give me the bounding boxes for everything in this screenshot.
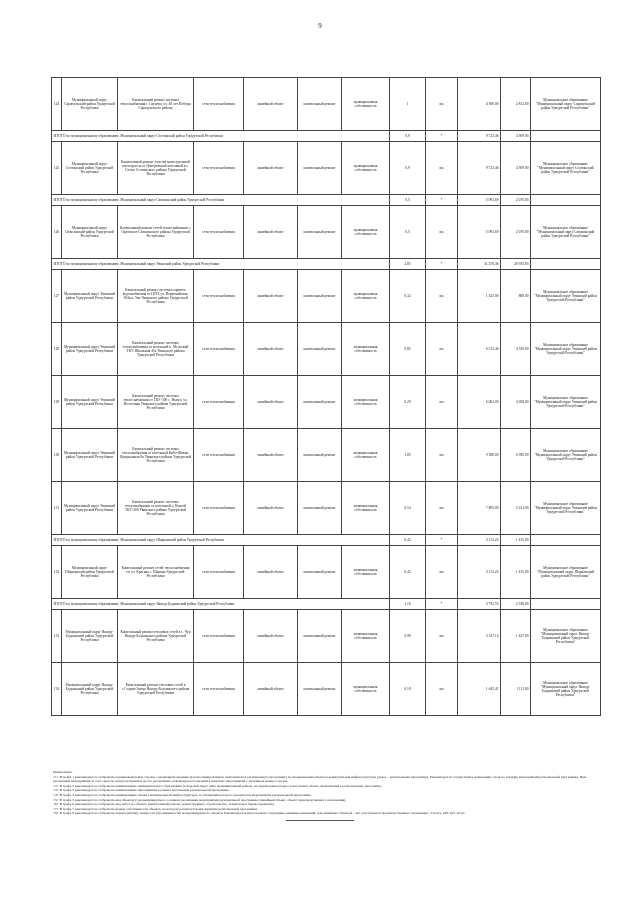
cell-cost: 31 276,46 xyxy=(458,259,501,270)
cell-empty xyxy=(531,599,601,610)
cell-num: 129 xyxy=(52,376,62,429)
cell-work: капитальный ремонт xyxy=(298,663,342,716)
cell-sys: сети теплоснабжения xyxy=(194,270,244,323)
cell-own: муниципальная собственность xyxy=(342,482,390,535)
cell-num: 126 xyxy=(52,206,62,259)
cell-own: муниципальная собственность xyxy=(342,610,390,663)
table-row xyxy=(52,270,601,323)
cell-qty: 0,29 xyxy=(390,376,426,429)
cell-type: линейный объект xyxy=(244,663,298,716)
cell-num: 125 xyxy=(52,142,62,195)
cell-unit: км xyxy=(426,546,458,599)
cell-qty: 0,85 xyxy=(390,323,426,376)
cell-unit: км xyxy=(426,482,458,535)
cell-desc: Капитальный ремонт тепловых сетей в с. Чур Якшур-Бодьинского района Удмуртской Республики xyxy=(118,610,194,663)
table-row xyxy=(52,482,601,535)
table-row xyxy=(52,663,601,716)
table-row xyxy=(52,206,601,259)
cell-type: линейный объект xyxy=(244,429,298,482)
cell-unit: * xyxy=(426,535,458,546)
cell-qty: 0,5 xyxy=(390,206,426,259)
cell-cost2: 20 935,00 xyxy=(501,259,531,270)
cell-desc: Капитальный ремонт участка магистральной теплотрассы от Центральной котельной в с. Селты Селтинского района Удмуртской Республики xyxy=(118,142,194,195)
cell-label: ИТОГО по муниципальному образованию: Муниципальный округ Селтинский район Удмуртской Республики xyxy=(52,131,390,142)
cell-num: 131 xyxy=(52,482,62,535)
cell-desc: Капитальный ремонт сетей теплоснабжения по ул. Красная с. Шаркан Удмуртской Республики xyxy=(118,546,194,599)
cell-work: капитальный ремонт xyxy=(298,482,342,535)
cell-mo: Муниципальный округ Увинский район Удмуртской Республики xyxy=(62,482,118,535)
cell-cost2: 4 058,00 xyxy=(501,376,531,429)
cell-cost2: 1 415,00 xyxy=(501,535,531,546)
notes xyxy=(53,770,599,816)
cell-cost2: 2 070,00 xyxy=(501,206,531,259)
cell-bene: Муниципальное образование "Муниципальный округ Якшур-Бодьинский район Удмуртской Республики" xyxy=(531,663,601,716)
cell-qty: 2,85 xyxy=(390,259,426,270)
table-row xyxy=(52,323,601,376)
cell-mo: Муниципальный округ Якшур-Бодьинский район Удмуртской Республики xyxy=(62,663,118,716)
cell-type: линейный объект xyxy=(244,376,298,429)
cell-cost2: 6 390,00 xyxy=(501,429,531,482)
cell-type: линейный объект xyxy=(244,610,298,663)
cell-label: ИТОГО по муниципальному образованию: Муниципальный округ Увинский район Удмуртской Республики xyxy=(52,259,390,270)
cell-cost: 6 062,00 xyxy=(458,376,501,429)
note-item: <2> В графе 2 рекомендуется отображать наименование муниципального образования (городской округ либо муниципальный район), на территории которого расположен объект, включенный в региональную программу. xyxy=(53,783,382,788)
table-row xyxy=(52,610,601,663)
cell-cost2: 5 221,00 xyxy=(501,482,531,535)
cell-unit: км xyxy=(426,429,458,482)
cell-sys: сети теплоснабжения xyxy=(194,546,244,599)
cell-num: 127 xyxy=(52,270,62,323)
cell-desc: Капитальный ремонт сетей теплоснабжения с. Орловское Сюмсинского района Удмуртской Республики xyxy=(118,206,194,259)
cell-desc: Капитальный ремонт системы горячего водоснабжения от ЦТП, ул. Первомайская, 104а п. Ува Увинского района Удмуртской Республики xyxy=(118,270,194,323)
cell-cost: 7 805,00 xyxy=(458,482,501,535)
program-table xyxy=(51,77,601,716)
cell-bene: Муниципальное образование "Муниципальный округ Шарканский район Удмуртской Республики" xyxy=(531,546,601,599)
separator-line xyxy=(286,820,354,821)
cell-cost: 4 500,00 xyxy=(458,78,501,131)
cell-work: капитальный ремонт xyxy=(298,78,342,131)
cell-type: линейный объект xyxy=(244,78,298,131)
cell-mo: Муниципальный округ Шарканский район Удмуртской Республики xyxy=(62,546,118,599)
page-number: 9 xyxy=(318,22,322,30)
cell-own: муниципальная собственность xyxy=(342,376,390,429)
cell-desc: Капитальный ремонт системы теплоснабжения г. Сигаево, ул. 40 лет Победы Сарапульского района xyxy=(118,78,194,131)
notes-title: Примечание: xyxy=(53,770,73,774)
cell-sys: сети теплоснабжения xyxy=(194,142,244,195)
cell-type: линейный объект xyxy=(244,546,298,599)
note-item: <7> В графе 7 рекомендуется отображать форму собственности объекта, на котором реализуется мероприятие региональной программы. xyxy=(53,806,258,811)
cell-cost2: 2 812,00 xyxy=(501,78,531,131)
cell-unit: * xyxy=(426,599,458,610)
cell-own: муниципальная собственность xyxy=(342,663,390,716)
cell-work: капитальный ремонт xyxy=(298,546,342,599)
cell-bene: Муниципальное образование "Муниципальный округ Якшур-Бодьинский район Удмуртской Республики" xyxy=(531,610,601,663)
cell-work: капитальный ремонт xyxy=(298,206,342,259)
cell-label: ИТОГО по муниципальному образованию: Муниципальный округ Сюмсинский район Удмуртской Республики xyxy=(52,195,390,206)
cell-cost: 9 723,46 xyxy=(458,131,501,142)
table-row xyxy=(52,78,601,131)
cell-num: 134 xyxy=(52,663,62,716)
cell-work: капитальный ремонт xyxy=(298,270,342,323)
cell-unit: км xyxy=(426,206,458,259)
table-row xyxy=(52,546,601,599)
cell-sys: сети теплоснабжения xyxy=(194,376,244,429)
cell-cost2: 1 111,00 xyxy=(501,663,531,716)
cell-mo: Муниципальный округ Селтинский район Удмуртской Республики xyxy=(62,142,118,195)
cell-unit: км xyxy=(426,610,458,663)
cell-type: линейный объект xyxy=(244,206,298,259)
cell-qty: 0,9 xyxy=(390,142,426,195)
cell-cost: 1 325,00 xyxy=(458,270,501,323)
cell-cost2: 888,00 xyxy=(501,270,531,323)
cell-cost: 2 115,24 xyxy=(458,535,501,546)
cell-qty: 0,32 xyxy=(390,270,426,323)
cell-qty: 1,85 xyxy=(390,429,426,482)
cell-mo: Муниципальный округ Увинский район Удмуртской Республики xyxy=(62,323,118,376)
cell-mo: Муниципальный округ Сюмсинский район Удмуртской Республики xyxy=(62,206,118,259)
cell-own: муниципальная собственность xyxy=(342,270,390,323)
cell-type: линейный объект xyxy=(244,270,298,323)
note-item: <5> В графе 5 рекомендуется отображать вид объекта(1) модернизируемого в рамках реализации мероприятия региональной программы (линейный объект, объект производственного назначения). xyxy=(53,797,347,802)
cell-num: 132 xyxy=(52,546,62,599)
cell-num: 124 xyxy=(52,78,62,131)
cell-qty: 0,54 xyxy=(390,482,426,535)
cell-qty: 0,18 xyxy=(390,663,426,716)
table-row xyxy=(52,429,601,482)
cell-mo: Муниципальный округ Увинский район Удмуртской Республики xyxy=(62,270,118,323)
subtotal-row xyxy=(52,535,601,546)
cell-unit: км xyxy=(426,270,458,323)
cell-bene: Муниципальное образование "Муниципальный округ Увинский район Удмуртской Республики" xyxy=(531,482,601,535)
cell-own: муниципальная собственность xyxy=(342,78,390,131)
cell-work: капитальный ремонт xyxy=(298,376,342,429)
subtotal-row xyxy=(52,131,601,142)
cell-desc: Капитальный ремонт тепловых сетей в с.Старые Зятцы Якшур-Бодьинского района Удмуртской Республики xyxy=(118,663,194,716)
cell-bene: Муниципальное образование "Муниципальный округ Увинский район Удмуртской Республики" xyxy=(531,323,601,376)
cell-type: линейный объект xyxy=(244,482,298,535)
cell-unit: км xyxy=(426,663,458,716)
cell-cost: 2 115,24 xyxy=(458,546,501,599)
cell-desc: Капитальный ремонт системы теплоснабжения от котельной д. Кунгей ТКУ-200 Увинского района Удмуртской Республики xyxy=(118,482,194,535)
table-row xyxy=(52,376,601,429)
cell-sys: сети теплоснабжения xyxy=(194,663,244,716)
cell-mo: Муниципальный округ Якшур-Бодьинский район Удмуртской Республики xyxy=(62,610,118,663)
cell-work: капитальный ремонт xyxy=(298,142,342,195)
cell-num: 130 xyxy=(52,429,62,482)
cell-qty: 0,45 xyxy=(390,535,426,546)
table-row xyxy=(52,142,601,195)
cell-unit: км xyxy=(426,78,458,131)
cell-cost: 5 093,69 xyxy=(458,195,501,206)
cell-desc: Капитальный ремонт системы теплоснабжения от котельной ч. Мульский ТКУ, Школьная 45а Увинского района Удмуртской Республики xyxy=(118,323,194,376)
note-item: <4> В графе 4 рекомендуется отображать наименование объекта коммунальной инфраструктуры, в отношении которого реализуется мероприятие региональной программы. xyxy=(53,792,312,797)
cell-num: 128 xyxy=(52,323,62,376)
cell-unit: * xyxy=(426,131,458,142)
cell-own: муниципальная собственность xyxy=(342,546,390,599)
cell-sys: сети теплоснабжения xyxy=(194,78,244,131)
cell-own: муниципальная собственность xyxy=(342,323,390,376)
cell-empty xyxy=(531,535,601,546)
cell-bene: Муниципальное образование "Муниципальный округ Сюмсинский район Удмуртской Республики" xyxy=(531,206,601,259)
cell-own: муниципальная собственность xyxy=(342,206,390,259)
cell-cost2: 2 538,00 xyxy=(501,599,531,610)
cell-bene: Муниципальное образование "Муниципальный округ Увинский район Удмуртской Республики" xyxy=(531,270,601,323)
cell-sys: сети теплоснабжения xyxy=(194,610,244,663)
cell-label: ИТОГО по муниципальному образованию: Муниципальный округ Шарканский район Удмуртской Республики xyxy=(52,535,390,546)
cell-unit: * xyxy=(426,259,458,270)
cell-empty xyxy=(531,195,601,206)
cell-qty: 0,98 xyxy=(390,610,426,663)
cell-qty: 0,45 xyxy=(390,546,426,599)
note-item: <8> В графе 8 рекомендуется отображать характеристику мощности (протяженности) модернизируемого объекта. Рекомендуется использовать следующие единицы измерения: для линейных объектов – км, для объектов производственного назначения – Гкал/ч, кВт, куб. м/сут. xyxy=(53,811,466,816)
note-item: <1> В графе 1 рекомендуется отображать порядковый номер строки, содержащей сведения (в консолидированном, включенном в региональную программу) по модернизации объектов коммунальной инфраструктуры (далее – региональная программа). Рекомендуется осуществлять нумерацию строк по порядку мероприятий региональной программы. При реализации мероприятия за счет средств, предусмотренных на его реализацию, рекомендуется указывать комплекс мероприятий с указанием номера строки. xyxy=(53,774,586,784)
cell-bene: Муниципальное образование "Муниципальный округ Селтинский район Удмуртской Республики" xyxy=(531,142,601,195)
cell-work: капитальный ремонт xyxy=(298,429,342,482)
cell-sys: сети теплоснабжения xyxy=(194,206,244,259)
cell-desc: Капитальный ремонт системы теплоснабжения от ТКУ-300 с. Нылга, ул. Восточная Увинского района Удмуртской Республики xyxy=(118,376,194,429)
cell-unit: км xyxy=(426,376,458,429)
cell-qty: 0,9 xyxy=(390,131,426,142)
cell-cost: 9 580,00 xyxy=(458,429,501,482)
subtotal-row xyxy=(52,195,601,206)
cell-qty: 1,16 xyxy=(390,599,426,610)
cell-cost2: 1 415,00 xyxy=(501,546,531,599)
cell-empty xyxy=(531,131,601,142)
cell-cost2: 4 509,00 xyxy=(501,142,531,195)
cell-mo: Муниципальный округ Сарапульский район Удмуртской Республики xyxy=(62,78,118,131)
cell-unit: км xyxy=(426,323,458,376)
cell-bene: Муниципальное образование "Муниципальный округ Увинский район Удмуртской Республики" xyxy=(531,376,601,429)
cell-work: капитальный ремонт xyxy=(298,323,342,376)
cell-cost2: 2 070,00 xyxy=(501,195,531,206)
cell-bene: Муниципальное образование "Муниципальный округ Сарапульский район Удмуртской Республики" xyxy=(531,78,601,131)
cell-cost: 1 645,41 xyxy=(458,663,501,716)
cell-empty xyxy=(531,259,601,270)
cell-sys: сети теплоснабжения xyxy=(194,482,244,535)
cell-cost: 3 792,55 xyxy=(458,599,501,610)
subtotal-row xyxy=(52,259,601,270)
cell-bene: Муниципальное образование "Муниципальный округ Увинский район Удмуртской Республики" xyxy=(531,429,601,482)
cell-cost: 5 093,69 xyxy=(458,206,501,259)
cell-sys: сети теплоснабжения xyxy=(194,323,244,376)
subtotal-row xyxy=(52,599,601,610)
cell-unit: км xyxy=(426,142,458,195)
cell-type: линейный объект xyxy=(244,323,298,376)
cell-cost: 6 513,46 xyxy=(458,323,501,376)
cell-unit: * xyxy=(426,195,458,206)
cell-label: ИТОГО по муниципальному образованию: Муниципальный округ Якшур-Бодьинский район Удмуртской Республики xyxy=(52,599,390,610)
cell-qty: 0,5 xyxy=(390,195,426,206)
cell-qty: 1 xyxy=(390,78,426,131)
cell-cost: 9 723,46 xyxy=(458,142,501,195)
cell-type: линейный объект xyxy=(244,142,298,195)
cell-desc: Капитальный ремонт системы теплоснабжения от котельной Кибо-Жикья, Центральная 8а Увинского района Удмуртской Республики xyxy=(118,429,194,482)
note-item: <6> В графе 6 рекомендуется отображать вид работ по объекту (капитальный ремонт, реконструкция, строительство, техническое перевооружение). xyxy=(53,802,275,807)
cell-cost2: 1 427,00 xyxy=(501,610,531,663)
cell-mo: Муниципальный округ Увинский район Удмуртской Республики xyxy=(62,376,118,429)
note-item: <3> В графе 3 рекомендуется отображать наименование мероприятия в рамках исполнения региональной программы. xyxy=(53,788,230,793)
cell-num: 133 xyxy=(52,610,62,663)
cell-cost2: 4 350,00 xyxy=(501,323,531,376)
cell-work: капитальный ремонт xyxy=(298,610,342,663)
cell-cost: 2 147,14 xyxy=(458,610,501,663)
cell-own: муниципальная собственность xyxy=(342,429,390,482)
cell-own: муниципальная собственность xyxy=(342,142,390,195)
cell-mo: Муниципальный округ Увинский район Удмуртской Республики xyxy=(62,429,118,482)
cell-sys: сети теплоснабжения xyxy=(194,429,244,482)
cell-cost2: 4 509,00 xyxy=(501,131,531,142)
